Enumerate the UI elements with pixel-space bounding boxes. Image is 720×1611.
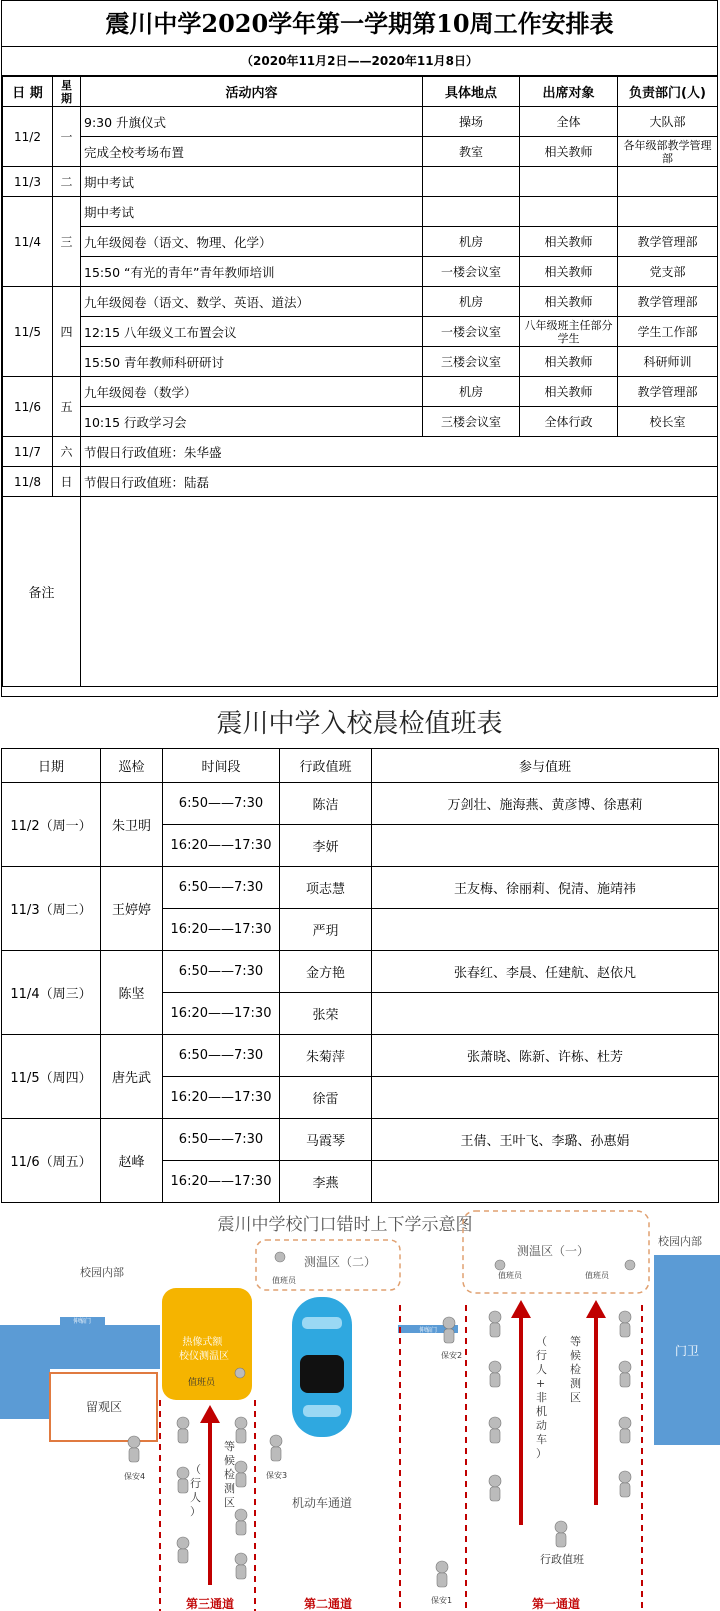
thermal-zone-duty: 值班员 (188, 1378, 216, 1388)
dept: 校长室 (618, 407, 718, 437)
activity: 完成全校考场布置 (81, 137, 423, 167)
dept (618, 197, 718, 227)
remark-content (81, 497, 718, 687)
roster-participants: 王友梅、徐丽莉、倪清、施靖祎 (372, 867, 719, 909)
motor-lane-label: 机动车通道 (291, 1496, 353, 1510)
campus-left-label: 校园内部 (80, 1266, 124, 1279)
attendees (520, 167, 618, 197)
table-row (3, 377, 718, 407)
table-row (2, 1119, 719, 1161)
pedestrian-lane3: （行人） (190, 1463, 201, 1518)
day-weekday: 一 (53, 107, 81, 167)
roster-title: 震川中学入校晨检值班表 (216, 709, 503, 739)
roster-participants: 王倩、王叶飞、李璐、孙惠娟 (372, 1119, 719, 1161)
roster-header-time: 时间段 (163, 749, 280, 783)
dept: 教学管理部 (618, 287, 718, 317)
roster-patrol: 唐先武 (101, 1035, 163, 1119)
table-row (2, 867, 719, 909)
dept (618, 167, 718, 197)
gate-label-left: 伸缩门 (72, 1318, 92, 1325)
schedule-header-row (3, 77, 718, 107)
roster-time: 16:20——17:30 (163, 825, 280, 867)
lane1-label: 第一通道 (531, 1597, 581, 1611)
roster-header-patrol: 巡检 (101, 749, 163, 783)
roster-participants (372, 1077, 719, 1119)
activity: 九年级阅卷（数学） (81, 377, 423, 407)
remark-row (3, 497, 718, 687)
header-weekday: 星期 (53, 77, 81, 107)
table-row (3, 407, 718, 437)
roster-admin: 马霞琴 (280, 1119, 372, 1161)
lane2-label: 第二通道 (303, 1597, 353, 1611)
roster-admin: 严玥 (280, 909, 372, 951)
location: 一楼会议室 (423, 257, 520, 287)
observation-label: 留观区 (85, 1400, 123, 1414)
roster-date: 11/4（周三） (2, 951, 101, 1035)
table-row (3, 287, 718, 317)
activity: 15:50 青年教师科研研讨 (81, 347, 423, 377)
day-weekday: 四 (53, 287, 81, 377)
activity: 期中考试 (81, 167, 423, 197)
activity: 10:15 行政学习会 (81, 407, 423, 437)
schedule-title: 震川中学2020学年第一学期第10周工作安排表 (2, 1, 717, 47)
day-date: 11/7 (3, 437, 53, 467)
table-row (3, 227, 718, 257)
dept: 大队部 (618, 107, 718, 137)
activity: 15:50 “有光的青年”青年教师培训 (81, 257, 423, 287)
roster-time: 6:50——7:30 (163, 1119, 280, 1161)
attendees (520, 197, 618, 227)
activity: 九年级阅卷（语文、数学、英语、道法） (81, 287, 423, 317)
roster-header-row (2, 749, 719, 783)
activity: 12:15 八年级义工布置会议 (81, 317, 423, 347)
table-row (3, 317, 718, 347)
dept: 教学管理部 (618, 227, 718, 257)
roster-participants: 万剑壮、施海燕、黄彦博、徐惠莉 (372, 783, 719, 825)
waiting-zone-lane3: 等候检测区 (224, 1440, 235, 1509)
roster-table (1, 748, 719, 1203)
table-row (3, 197, 718, 227)
roster-admin: 项志慧 (280, 867, 372, 909)
location: 操场 (423, 107, 520, 137)
roster-time: 6:50——7:30 (163, 783, 280, 825)
location: 机房 (423, 287, 520, 317)
location (423, 167, 520, 197)
roster-header-admin: 行政值班 (280, 749, 372, 783)
roster-participants: 张萧晓、陈新、许栋、杜芳 (372, 1035, 719, 1077)
location: 机房 (423, 377, 520, 407)
campus-right-label: 校园内部 (658, 1235, 702, 1248)
guard3-label: 保安3 (266, 1471, 288, 1480)
roster-date: 11/6（周五） (2, 1119, 101, 1203)
roster-participants (372, 825, 719, 867)
roster-participants: 张春红、李晨、任建航、赵依凡 (372, 951, 719, 993)
guard4-label: 保安4 (124, 1472, 146, 1481)
header-dept: 负责部门(人) (618, 77, 718, 107)
header-location: 具体地点 (423, 77, 520, 107)
roster-admin: 张荣 (280, 993, 372, 1035)
attendees: 八年级班主任部分学生 (520, 317, 618, 347)
roster-participants (372, 993, 719, 1035)
activity: 节假日行政值班：朱华盛 (81, 437, 718, 467)
attendees: 相关教师 (520, 347, 618, 377)
roster-time: 16:20——17:30 (163, 1077, 280, 1119)
table-row (3, 437, 718, 467)
dept: 学生工作部 (618, 317, 718, 347)
attendees: 相关教师 (520, 377, 618, 407)
roster-header-date: 日期 (2, 749, 101, 783)
thermal-zone-label-b: 校仪测温区 (179, 1351, 229, 1362)
dept: 科研师训 (618, 347, 718, 377)
morning-check-roster (1, 700, 718, 1203)
schedule-table (2, 76, 718, 687)
attendees: 全体 (520, 107, 618, 137)
schedule-subtitle: （2020年11月2日——2020年11月8日） (2, 47, 717, 76)
roster-patrol: 陈坚 (101, 951, 163, 1035)
location: 机房 (423, 227, 520, 257)
day-weekday: 六 (53, 437, 81, 467)
roster-patrol: 王婷婷 (101, 867, 163, 951)
location: 教室 (423, 137, 520, 167)
roster-time: 16:20——17:30 (163, 993, 280, 1035)
roster-date: 11/5（周四） (2, 1035, 101, 1119)
activity: 节假日行政值班：陆磊 (81, 467, 718, 497)
attendees: 相关教师 (520, 227, 618, 257)
left-gate-wall (0, 1325, 160, 1369)
roster-time: 6:50——7:30 (163, 951, 280, 993)
day-date: 11/8 (3, 467, 53, 497)
temp-zone-2-duty: 值班员 (272, 1276, 296, 1285)
table-row (2, 1035, 719, 1077)
temp-zone-1-duty-a: 值班员 (498, 1271, 522, 1280)
table-row (2, 783, 719, 825)
day-date: 11/6 (3, 377, 53, 437)
gate-label-mid: 伸缩门 (418, 1327, 438, 1334)
roster-admin: 金方艳 (280, 951, 372, 993)
header-activity: 活动内容 (81, 77, 423, 107)
lane3-label: 第三通道 (185, 1597, 235, 1611)
day-date: 11/5 (3, 287, 53, 377)
roster-time: 16:20——17:30 (163, 909, 280, 951)
header-date: 日 期 (3, 77, 53, 107)
roster-admin: 李妍 (280, 825, 372, 867)
table-row (3, 467, 718, 497)
activity: 9:30 升旗仪式 (81, 107, 423, 137)
roster-time: 6:50——7:30 (163, 1035, 280, 1077)
day-weekday: 二 (53, 167, 81, 197)
gatekeeper-label: 门卫 (674, 1344, 700, 1358)
guard2-label: 保安2 (441, 1351, 463, 1360)
admin-duty-label: 行政值班 (540, 1553, 584, 1566)
guard1-label: 保安1 (431, 1596, 453, 1605)
day-weekday: 三 (53, 197, 81, 287)
day-date: 11/2 (3, 107, 53, 167)
table-row (3, 167, 718, 197)
dept: 教学管理部 (618, 377, 718, 407)
roster-patrol: 朱卫明 (101, 783, 163, 867)
day-date: 11/4 (3, 197, 53, 287)
location: 一楼会议室 (423, 317, 520, 347)
diagram-title: 震川中学校门口错时上下学示意图 (217, 1215, 473, 1235)
weekly-schedule (1, 0, 718, 697)
roster-header-participants: 参与值班 (372, 749, 719, 783)
gate-diagram-svg (0, 1205, 720, 1611)
temp-zone-1-label: 测温区（一） (516, 1244, 590, 1258)
attendees: 全体行政 (520, 407, 618, 437)
waiting-zone-lane1: 等候检测区 (570, 1335, 581, 1404)
day-weekday: 五 (53, 377, 81, 437)
gate-diagram (0, 1205, 720, 1611)
location (423, 197, 520, 227)
activity: 期中考试 (81, 197, 423, 227)
roster-admin: 朱菊萍 (280, 1035, 372, 1077)
roster-participants (372, 1161, 719, 1203)
table-row (3, 137, 718, 167)
left-wall-lower (0, 1369, 50, 1419)
attendees: 相关教师 (520, 287, 618, 317)
remark-label: 备注 (3, 497, 81, 687)
temp-zone-1-duty-b: 值班员 (585, 1271, 609, 1280)
roster-time: 16:20——17:30 (163, 1161, 280, 1203)
location: 三楼会议室 (423, 347, 520, 377)
roster-admin: 陈洁 (280, 783, 372, 825)
attendees: 相关教师 (520, 257, 618, 287)
header-attendees: 出席对象 (520, 77, 618, 107)
day-weekday: 日 (53, 467, 81, 497)
table-row (3, 257, 718, 287)
dept: 各年级部教学管理部 (618, 137, 718, 167)
roster-admin: 李燕 (280, 1161, 372, 1203)
roster-date: 11/3（周二） (2, 867, 101, 951)
table-row (3, 347, 718, 377)
day-date: 11/3 (3, 167, 53, 197)
car-icon (292, 1297, 352, 1437)
roster-admin: 徐雷 (280, 1077, 372, 1119)
temp-zone-2-label: 测温区（二） (303, 1255, 377, 1269)
roster-participants (372, 909, 719, 951)
dept: 党支部 (618, 257, 718, 287)
thermal-zone-label-a: 热像式额 (182, 1337, 223, 1348)
activity: 九年级阅卷（语文、物理、化学） (81, 227, 423, 257)
table-row (2, 951, 719, 993)
roster-date: 11/2（周一） (2, 783, 101, 867)
pedestrian-nonmotor-lane1: （行人+非机动车） (536, 1335, 547, 1460)
roster-patrol: 赵峰 (101, 1119, 163, 1203)
attendees: 相关教师 (520, 137, 618, 167)
roster-time: 6:50——7:30 (163, 867, 280, 909)
location: 三楼会议室 (423, 407, 520, 437)
table-row (3, 107, 718, 137)
